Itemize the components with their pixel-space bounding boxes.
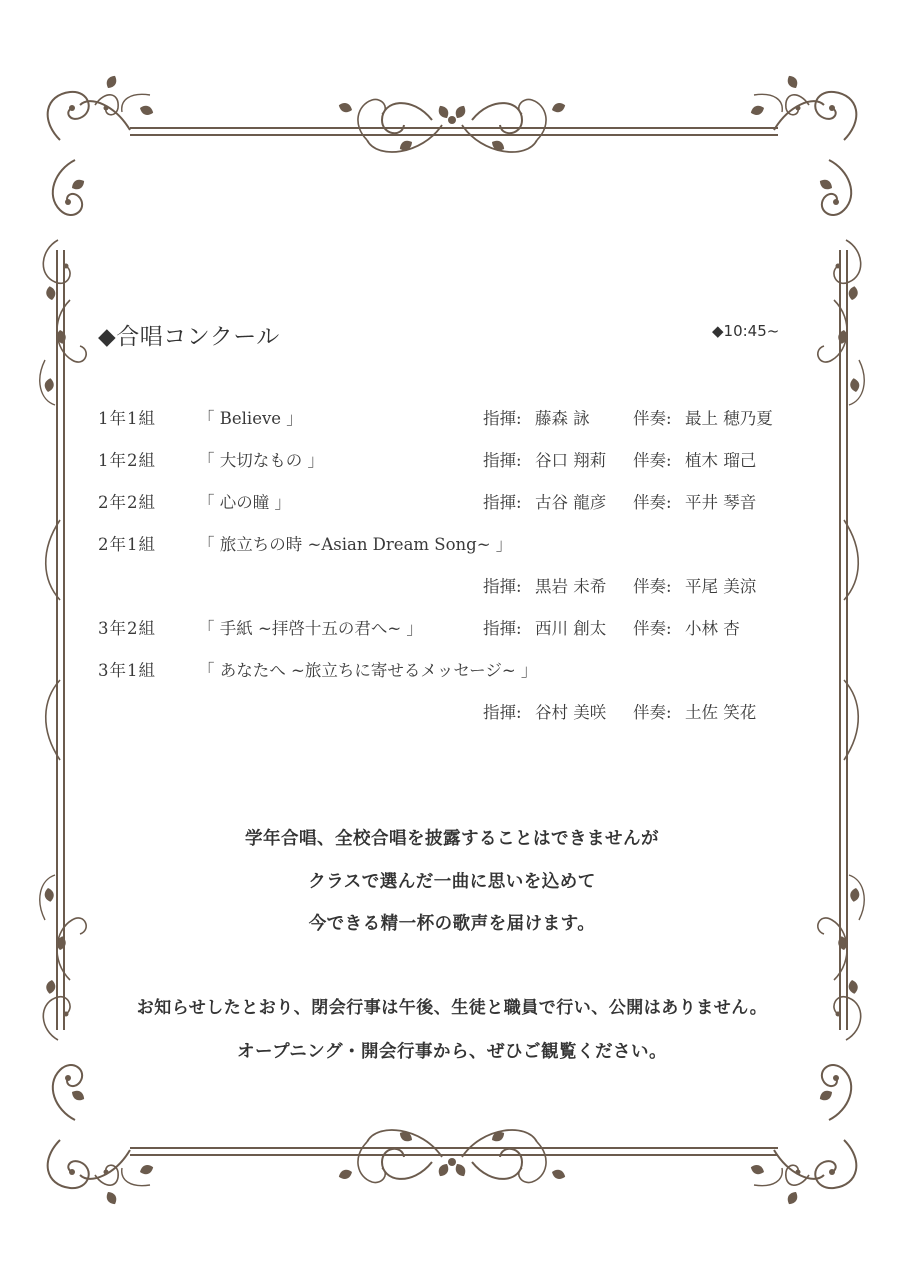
program-row bbox=[0, 405, 904, 433]
accompanist-name: 平井 琴音 bbox=[685, 493, 757, 512]
notice-line: お知らせしたとおり、閉会行事は午後、生徒と職員で行い、公開はありません。 bbox=[136, 998, 768, 1018]
class-name: 1年1組 bbox=[98, 409, 156, 428]
accompanist-label: 伴奏: bbox=[633, 619, 672, 638]
notice-line: オープニング・開会行事から、ぜひご観覧ください。 bbox=[237, 1042, 667, 1062]
class-name: 3年1組 bbox=[98, 661, 156, 680]
accompanist-name: 平尾 美涼 bbox=[685, 577, 757, 596]
program-row bbox=[0, 447, 904, 475]
program-row bbox=[0, 531, 904, 559]
accompanist-label: 伴奏: bbox=[633, 451, 672, 470]
conductor-label: 指揮: bbox=[483, 451, 522, 470]
conductor-label: 指揮: bbox=[483, 493, 522, 512]
conductor-name: 藤森 詠 bbox=[535, 409, 590, 428]
conductor-name: 谷村 美咲 bbox=[535, 703, 607, 722]
song-title: 「 旅立ちの時 ~Asian Dream Song~ 」 bbox=[198, 535, 513, 554]
accompanist-name: 植木 瑠己 bbox=[685, 451, 757, 470]
conductor-label: 指揮: bbox=[483, 619, 522, 638]
section-title: ◆合唱コンクール bbox=[98, 324, 280, 350]
song-title: 「 大切なもの 」 bbox=[198, 451, 324, 470]
song-title: 「 あなたへ ~旅立ちに寄せるメッセージ~ 」 bbox=[198, 661, 538, 680]
class-name: 3年2組 bbox=[98, 619, 156, 638]
conductor-label: 指揮: bbox=[483, 703, 522, 722]
conductor-label: 指揮: bbox=[483, 577, 522, 596]
accompanist-name: 最上 穂乃夏 bbox=[685, 409, 773, 428]
accompanist-label: 伴奏: bbox=[633, 409, 672, 428]
song-title: 「 Believe 」 bbox=[198, 409, 303, 428]
accompanist-name: 土佐 笑花 bbox=[685, 703, 757, 722]
start-time: ◆10:45~ bbox=[712, 322, 780, 340]
message-line: 学年合唱、全校合唱を披露することはできませんが bbox=[245, 829, 659, 849]
accompanist-label: 伴奏: bbox=[633, 493, 672, 512]
accompanist-label: 伴奏: bbox=[633, 703, 672, 722]
class-name: 2年1組 bbox=[98, 535, 156, 554]
program-row-performers bbox=[0, 699, 904, 727]
accompanist-name: 小林 杏 bbox=[685, 619, 740, 638]
song-title: 「 心の瞳 」 bbox=[198, 493, 291, 512]
program-row-performers bbox=[0, 573, 904, 601]
program-row bbox=[0, 657, 904, 685]
program-row bbox=[0, 615, 904, 643]
accompanist-label: 伴奏: bbox=[633, 577, 672, 596]
message-line: 今できる精一杯の歌声を届けます。 bbox=[308, 914, 596, 934]
program-row bbox=[0, 489, 904, 517]
conductor-name: 谷口 翔莉 bbox=[535, 451, 607, 470]
conductor-name: 黒岩 未希 bbox=[535, 577, 607, 596]
message-line: クラスで選んだ一曲に思いを込めて bbox=[308, 872, 596, 892]
class-name: 1年2組 bbox=[98, 451, 156, 470]
class-name: 2年2組 bbox=[98, 493, 156, 512]
conductor-label: 指揮: bbox=[483, 409, 522, 428]
conductor-name: 西川 創太 bbox=[535, 619, 607, 638]
conductor-name: 古谷 龍彦 bbox=[535, 493, 607, 512]
song-title: 「 手紙 ~拝啓十五の君へ~ 」 bbox=[198, 619, 423, 638]
